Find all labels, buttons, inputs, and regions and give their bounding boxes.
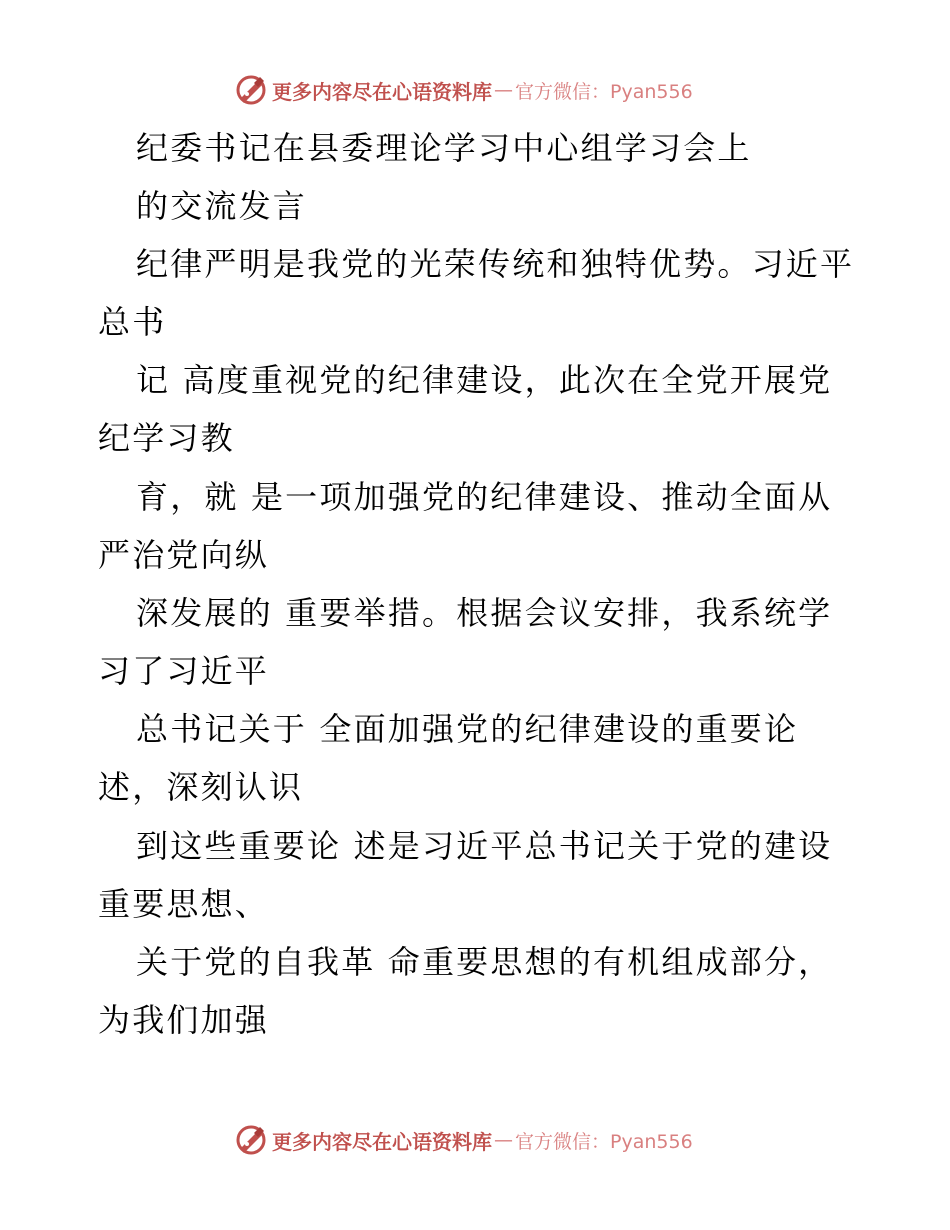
paragraph-line: 深发展的 重要举措。根据会议安排，我系统学 xyxy=(136,594,833,632)
paragraph-line: 习了习近平 xyxy=(98,652,270,690)
watermark-main-text: 更多内容尽在心语资料库 xyxy=(272,79,492,104)
title-line-1: 纪委书记在县委理论学习中心组学习会上 xyxy=(136,129,752,167)
paragraph-line: 述，深刻认识 xyxy=(98,768,304,806)
paragraph-line: 重要思想、 xyxy=(98,885,270,923)
header-watermark xyxy=(0,70,950,110)
watermark-wechat-text: 官方微信：Pyan556 xyxy=(515,80,693,103)
pen-nib-logo-icon xyxy=(234,1123,268,1157)
paragraph-line: 记 高度重视党的纪律建设，此次在全党开展党 xyxy=(136,361,833,399)
watermark-separator: — xyxy=(494,1129,513,1151)
watermark-separator: — xyxy=(494,79,513,101)
paragraph-line: 纪学习教 xyxy=(98,419,235,457)
watermark-main-text: 更多内容尽在心语资料库 xyxy=(272,1129,492,1154)
paragraph-line: 到这些重要论 述是习近平总书记关于党的建设 xyxy=(136,827,833,865)
paragraph-line: 为我们加强 xyxy=(98,1001,270,1039)
watermark-wechat-text: 官方微信：Pyan556 xyxy=(515,1130,693,1153)
footer-watermark xyxy=(0,1120,950,1160)
paragraph-line: 育，就 是一项加强党的纪律建设、推动全面从 xyxy=(136,478,833,516)
paragraph-line: 关于党的自我革 命重要思想的有机组成部分， xyxy=(136,943,833,981)
title-line-2: 的交流发言 xyxy=(136,187,308,225)
paragraph-line: 纪律严明是我党的光荣传统和独特优势。习近平 xyxy=(136,245,855,283)
paragraph-line: 总书记关于 全面加强党的纪律建设的重要论 xyxy=(136,710,799,748)
paragraph-line: 严治党向纵 xyxy=(98,536,270,574)
pen-nib-logo-icon xyxy=(234,73,268,107)
paragraph-line: 总书 xyxy=(98,303,167,341)
